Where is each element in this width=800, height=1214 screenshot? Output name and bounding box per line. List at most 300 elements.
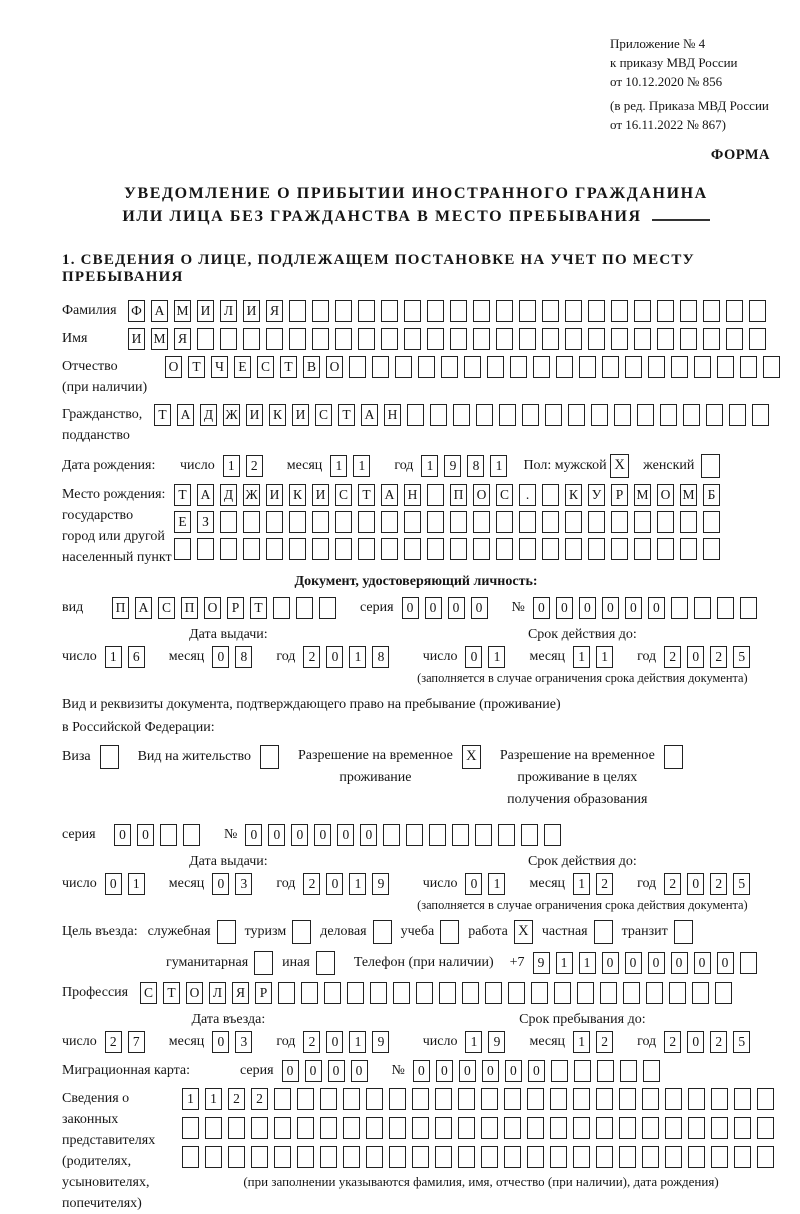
char-box[interactable] [182,1146,199,1168]
char-box[interactable]: О [204,597,221,619]
char-box[interactable]: О [326,356,343,378]
char-box[interactable]: . [519,484,536,506]
char-box[interactable] [243,538,260,560]
char-box[interactable]: 1 [105,646,122,668]
char-box[interactable] [717,597,734,619]
temp-residence-checkbox[interactable]: X [462,745,481,769]
char-box[interactable]: К [269,404,286,426]
char-box[interactable]: Т [188,356,205,378]
char-box[interactable]: 1 [182,1088,199,1110]
char-box[interactable] [740,597,757,619]
char-box[interactable] [680,538,697,560]
char-box[interactable] [381,300,398,322]
char-box[interactable] [289,538,306,560]
char-box[interactable] [574,1060,591,1082]
char-box[interactable] [568,404,585,426]
char-box[interactable]: Р [611,484,628,506]
char-box[interactable]: И [292,404,309,426]
char-box[interactable] [418,356,435,378]
char-box[interactable]: 3 [235,1031,252,1053]
char-box[interactable] [496,300,513,322]
char-box[interactable] [266,511,283,533]
char-box[interactable] [588,538,605,560]
char-box[interactable] [591,404,608,426]
char-box[interactable] [614,404,631,426]
char-box[interactable] [441,356,458,378]
char-box[interactable]: А [177,404,194,426]
char-box[interactable] [243,511,260,533]
char-box[interactable] [347,982,364,1004]
char-box[interactable]: 0 [459,1060,476,1082]
char-box[interactable] [657,511,674,533]
char-box[interactable] [278,982,295,1004]
char-box[interactable] [343,1146,360,1168]
char-box[interactable]: Р [255,982,272,1004]
char-box[interactable] [439,982,456,1004]
char-box[interactable] [389,1088,406,1110]
char-box[interactable] [688,1117,705,1139]
char-box[interactable] [427,511,444,533]
char-box[interactable] [519,538,536,560]
char-box[interactable] [458,1117,475,1139]
char-box[interactable]: 0 [648,952,665,974]
char-box[interactable]: Е [174,511,191,533]
char-box[interactable] [319,597,336,619]
char-box[interactable]: 0 [351,1060,368,1082]
char-box[interactable]: 0 [602,597,619,619]
char-box[interactable]: Я [266,300,283,322]
char-box[interactable]: 1 [330,455,347,477]
char-box[interactable]: Т [154,404,171,426]
char-box[interactable] [289,300,306,322]
char-box[interactable]: И [312,484,329,506]
char-box[interactable] [533,356,550,378]
char-box[interactable] [343,1117,360,1139]
char-box[interactable]: 2 [246,455,263,477]
char-box[interactable]: 0 [337,824,354,846]
char-box[interactable] [289,511,306,533]
char-box[interactable] [393,982,410,1004]
char-box[interactable] [620,1060,637,1082]
char-box[interactable] [450,328,467,350]
char-box[interactable] [550,1117,567,1139]
char-box[interactable] [335,511,352,533]
char-box[interactable]: М [174,300,191,322]
char-box[interactable]: Т [250,597,267,619]
char-box[interactable]: 1 [556,952,573,974]
char-box[interactable] [296,597,313,619]
char-box[interactable]: 9 [444,455,461,477]
char-box[interactable]: 1 [349,646,366,668]
char-box[interactable]: Н [404,484,421,506]
char-box[interactable] [312,328,329,350]
char-box[interactable]: 2 [303,873,320,895]
char-box[interactable]: 5 [733,646,750,668]
char-box[interactable] [694,356,711,378]
residence-permit-checkbox[interactable] [260,745,279,769]
char-box[interactable]: 0 [212,1031,229,1053]
char-box[interactable] [205,1146,222,1168]
char-box[interactable] [588,328,605,350]
char-box[interactable]: 0 [114,824,131,846]
char-box[interactable]: 0 [137,824,154,846]
char-box[interactable]: Б [703,484,720,506]
char-box[interactable] [504,1117,521,1139]
char-box[interactable]: 2 [105,1031,122,1053]
char-box[interactable] [404,538,421,560]
char-box[interactable] [312,511,329,533]
char-box[interactable]: 3 [235,873,252,895]
char-box[interactable]: А [135,597,152,619]
char-box[interactable] [665,1146,682,1168]
char-box[interactable]: Ф [128,300,145,322]
char-box[interactable] [312,538,329,560]
char-box[interactable] [197,538,214,560]
char-box[interactable] [407,404,424,426]
char-box[interactable] [312,300,329,322]
char-box[interactable]: 9 [488,1031,505,1053]
char-box[interactable]: 0 [482,1060,499,1082]
char-box[interactable] [273,597,290,619]
char-box[interactable]: 0 [436,1060,453,1082]
char-box[interactable] [634,538,651,560]
char-box[interactable]: 1 [421,455,438,477]
char-box[interactable] [726,300,743,322]
char-box[interactable]: М [151,328,168,350]
char-box[interactable]: 0 [717,952,734,974]
char-box[interactable]: 0 [533,597,550,619]
char-box[interactable]: 2 [228,1088,245,1110]
char-box[interactable]: 9 [372,873,389,895]
char-box[interactable]: 0 [425,597,442,619]
char-box[interactable]: А [197,484,214,506]
char-box[interactable] [430,404,447,426]
char-box[interactable] [289,328,306,350]
char-box[interactable] [550,1146,567,1168]
char-box[interactable] [521,824,538,846]
visa-checkbox[interactable] [100,745,119,769]
char-box[interactable]: 2 [664,873,681,895]
char-box[interactable]: 0 [105,873,122,895]
char-box[interactable] [266,328,283,350]
char-box[interactable] [504,1088,521,1110]
char-box[interactable] [669,982,686,1004]
char-box[interactable]: 1 [596,646,613,668]
char-box[interactable]: 8 [372,646,389,668]
char-box[interactable]: Ж [223,404,240,426]
char-box[interactable]: 1 [573,873,590,895]
char-box[interactable]: 0 [556,597,573,619]
char-box[interactable] [412,1146,429,1168]
char-box[interactable]: М [680,484,697,506]
char-box[interactable] [565,511,582,533]
char-box[interactable] [160,824,177,846]
char-box[interactable] [642,1117,659,1139]
char-box[interactable] [596,1117,613,1139]
char-box[interactable]: 2 [303,646,320,668]
char-box[interactable] [588,511,605,533]
char-box[interactable] [358,328,375,350]
char-box[interactable] [634,300,651,322]
char-box[interactable] [542,300,559,322]
char-box[interactable] [266,538,283,560]
purpose-option-work-checkbox[interactable]: X [514,920,533,944]
char-box[interactable] [435,1146,452,1168]
char-box[interactable] [366,1117,383,1139]
char-box[interactable]: Н [384,404,401,426]
char-box[interactable]: Т [338,404,355,426]
char-box[interactable]: 5 [733,873,750,895]
char-box[interactable] [531,982,548,1004]
char-box[interactable] [565,328,582,350]
char-box[interactable]: 2 [710,873,727,895]
char-box[interactable] [427,484,444,506]
char-box[interactable]: 0 [212,646,229,668]
char-box[interactable] [228,1146,245,1168]
char-box[interactable] [297,1088,314,1110]
char-box[interactable]: И [243,300,260,322]
char-box[interactable] [619,1117,636,1139]
char-box[interactable]: И [197,300,214,322]
char-box[interactable]: Л [209,982,226,1004]
char-box[interactable] [435,1088,452,1110]
char-box[interactable] [462,982,479,1004]
char-box[interactable]: 1 [349,873,366,895]
char-box[interactable]: 0 [326,873,343,895]
char-box[interactable]: О [186,982,203,1004]
char-box[interactable] [274,1117,291,1139]
char-box[interactable] [473,300,490,322]
char-box[interactable] [301,982,318,1004]
char-box[interactable] [372,356,389,378]
char-box[interactable]: 0 [448,597,465,619]
char-box[interactable] [335,328,352,350]
char-box[interactable] [496,511,513,533]
char-box[interactable] [395,356,412,378]
char-box[interactable] [692,982,709,1004]
char-box[interactable] [389,1117,406,1139]
char-box[interactable] [205,1117,222,1139]
char-box[interactable]: А [361,404,378,426]
char-box[interactable] [680,300,697,322]
char-box[interactable]: 7 [128,1031,145,1053]
char-box[interactable]: Ч [211,356,228,378]
char-box[interactable]: 2 [664,1031,681,1053]
char-box[interactable] [485,982,502,1004]
char-box[interactable]: П [450,484,467,506]
char-box[interactable]: Д [200,404,217,426]
char-box[interactable] [551,1060,568,1082]
char-box[interactable] [715,982,732,1004]
char-box[interactable]: 0 [402,597,419,619]
char-box[interactable] [703,300,720,322]
char-box[interactable] [427,328,444,350]
char-box[interactable] [243,328,260,350]
char-box[interactable] [706,404,723,426]
char-box[interactable] [588,300,605,322]
char-box[interactable] [389,1146,406,1168]
char-box[interactable]: 8 [235,646,252,668]
char-box[interactable]: 1 [353,455,370,477]
char-box[interactable] [637,404,654,426]
char-box[interactable] [634,511,651,533]
char-box[interactable] [749,328,766,350]
char-box[interactable]: 0 [268,824,285,846]
char-box[interactable] [527,1088,544,1110]
char-box[interactable]: 2 [596,873,613,895]
char-box[interactable] [757,1117,774,1139]
char-box[interactable]: Т [280,356,297,378]
char-box[interactable] [660,404,677,426]
char-box[interactable] [220,328,237,350]
char-box[interactable] [703,538,720,560]
char-box[interactable] [643,1060,660,1082]
purpose-option-transit-checkbox[interactable] [674,920,693,944]
char-box[interactable] [452,824,469,846]
char-box[interactable]: 0 [687,1031,704,1053]
char-box[interactable]: 1 [223,455,240,477]
char-box[interactable]: А [381,484,398,506]
char-box[interactable] [642,1146,659,1168]
char-box[interactable]: 9 [372,1031,389,1053]
char-box[interactable] [473,511,490,533]
char-box[interactable]: С [257,356,274,378]
char-box[interactable] [519,328,536,350]
char-box[interactable] [251,1117,268,1139]
char-box[interactable]: 0 [602,952,619,974]
char-box[interactable]: 9 [533,952,550,974]
char-box[interactable]: О [165,356,182,378]
char-box[interactable] [619,1088,636,1110]
char-box[interactable] [688,1146,705,1168]
char-box[interactable] [734,1146,751,1168]
char-box[interactable]: 1 [465,1031,482,1053]
char-box[interactable] [358,511,375,533]
purpose-option-humanitarian-checkbox[interactable] [254,951,273,975]
char-box[interactable] [646,982,663,1004]
char-box[interactable] [740,952,757,974]
char-box[interactable] [335,300,352,322]
char-box[interactable] [499,404,516,426]
char-box[interactable]: 8 [467,455,484,477]
char-box[interactable] [648,356,665,378]
char-box[interactable] [565,538,582,560]
char-box[interactable] [476,404,493,426]
char-box[interactable]: 2 [251,1088,268,1110]
char-box[interactable] [504,1146,521,1168]
char-box[interactable] [324,982,341,1004]
char-box[interactable] [297,1117,314,1139]
purpose-option-official-checkbox[interactable] [217,920,236,944]
char-box[interactable] [680,511,697,533]
char-box[interactable] [611,300,628,322]
char-box[interactable]: 0 [579,597,596,619]
char-box[interactable]: С [158,597,175,619]
char-box[interactable] [573,1146,590,1168]
char-box[interactable]: 0 [212,873,229,895]
char-box[interactable] [657,328,674,350]
char-box[interactable] [623,982,640,1004]
char-box[interactable] [600,982,617,1004]
char-box[interactable]: П [112,597,129,619]
char-box[interactable]: 0 [245,824,262,846]
char-box[interactable] [435,1117,452,1139]
char-box[interactable] [383,824,400,846]
char-box[interactable]: 0 [687,873,704,895]
char-box[interactable]: 0 [314,824,331,846]
char-box[interactable]: Т [358,484,375,506]
char-box[interactable] [680,328,697,350]
char-box[interactable] [711,1146,728,1168]
char-box[interactable] [556,356,573,378]
char-box[interactable] [404,328,421,350]
char-box[interactable] [565,300,582,322]
char-box[interactable] [496,328,513,350]
char-box[interactable]: 1 [205,1088,222,1110]
char-box[interactable]: П [181,597,198,619]
char-box[interactable]: 0 [305,1060,322,1082]
purpose-option-tourism-checkbox[interactable] [292,920,311,944]
char-box[interactable] [358,300,375,322]
char-box[interactable]: 2 [596,1031,613,1053]
char-box[interactable] [335,538,352,560]
char-box[interactable]: Р [227,597,244,619]
char-box[interactable]: 2 [710,646,727,668]
char-box[interactable]: К [289,484,306,506]
char-box[interactable]: 0 [465,646,482,668]
char-box[interactable]: 0 [360,824,377,846]
char-box[interactable] [481,1117,498,1139]
char-box[interactable] [450,538,467,560]
char-box[interactable] [453,404,470,426]
char-box[interactable] [366,1146,383,1168]
char-box[interactable]: 1 [488,873,505,895]
char-box[interactable] [220,538,237,560]
char-box[interactable] [450,300,467,322]
char-box[interactable] [183,824,200,846]
char-box[interactable]: 1 [573,1031,590,1053]
char-box[interactable] [665,1088,682,1110]
char-box[interactable] [464,356,481,378]
char-box[interactable]: 0 [326,1031,343,1053]
char-box[interactable]: А [151,300,168,322]
char-box[interactable] [611,328,628,350]
char-box[interactable]: 0 [528,1060,545,1082]
char-box[interactable] [381,328,398,350]
char-box[interactable] [274,1088,291,1110]
char-box[interactable] [228,1117,245,1139]
char-box[interactable] [554,982,571,1004]
char-box[interactable] [749,300,766,322]
char-box[interactable] [573,1117,590,1139]
char-box[interactable] [683,404,700,426]
char-box[interactable] [366,1088,383,1110]
char-box[interactable] [519,511,536,533]
char-box[interactable] [406,824,423,846]
char-box[interactable]: 0 [648,597,665,619]
char-box[interactable] [729,404,746,426]
char-box[interactable]: У [588,484,605,506]
char-box[interactable]: К [565,484,582,506]
char-box[interactable] [487,356,504,378]
char-box[interactable] [611,511,628,533]
char-box[interactable]: Т [174,484,191,506]
char-box[interactable]: С [315,404,332,426]
char-box[interactable] [174,538,191,560]
char-box[interactable] [508,982,525,1004]
char-box[interactable] [320,1088,337,1110]
char-box[interactable] [475,824,492,846]
